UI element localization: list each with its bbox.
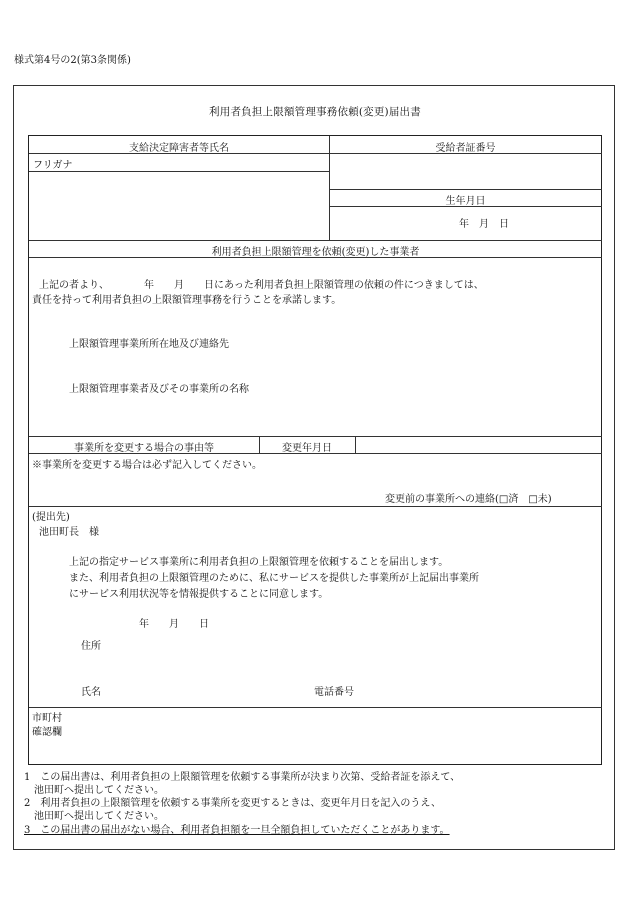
birth-date-label: 生年月日: [445, 196, 486, 207]
phone-label: 電話番号: [314, 687, 354, 698]
recipient-number-field[interactable]: [330, 154, 602, 189]
provider-section-heading: 利用者負担上限額管理を依頼(変更)した事業者: [211, 247, 420, 258]
note-2-cont: 池田町へ提出してください。: [24, 811, 164, 822]
office-address-label: 上限額管理事業所所在地及び連絡先: [69, 339, 229, 350]
form-number-label: 様式第4号の2(第3条関係): [14, 55, 131, 66]
furigana-label: フリガナ: [33, 160, 73, 171]
furigana-field[interactable]: [69, 154, 327, 170]
address-label: 住所: [81, 641, 101, 652]
submit-to-mayor: 池田町長 様: [39, 527, 99, 538]
note-1: 1 この届出書は、利用者負担の上限額管理を依頼する事業所が決まり次第、受給者証を添えて、: [24, 772, 461, 783]
form-grid: [28, 135, 602, 765]
declaration-line2: また、利用者負担の上限額管理のために、私にサービスを提供した事業所が上記届出事業所: [69, 573, 479, 584]
submission-date[interactable]: 年 月 日: [139, 619, 209, 630]
municipality-confirmation-field[interactable]: [79, 709, 599, 763]
consent-text-line2: 責任を持って利用者負担の上限額管理事務を行うことを承諾します。: [32, 295, 342, 306]
form-title: 利用者負担上限額管理事務依頼(変更)届出書: [209, 106, 421, 118]
submit-to-label: (提出先): [32, 512, 70, 523]
note-2: 2 利用者負担の上限額管理を依頼する事業所を変更するときは、変更年月日を記入のうえ、: [24, 798, 441, 809]
declaration-line3: にサービス利用状況等を情報提供することに同意します。: [69, 589, 329, 600]
change-date-label: 変更年月日: [282, 443, 332, 454]
birth-date-value[interactable]: 年 月 日: [459, 219, 509, 230]
declaration-line1: 上記の指定サービス事業所に利用者負担の上限額管理を依頼することを届出します。: [69, 557, 449, 568]
recipient-number-header: 受給者証番号: [435, 143, 496, 154]
change-date-field[interactable]: [356, 437, 602, 452]
previous-office-contact-checkbox[interactable]: 変更前の事業所への連絡(□済 □未): [385, 494, 552, 505]
change-note: ※事業所を変更する場合は必ず記入してください。: [32, 460, 262, 471]
municipality-label: 市町村: [32, 713, 62, 724]
name-label: 氏名: [81, 687, 101, 698]
applicant-name-header: 支給決定障害者等氏名: [129, 143, 229, 154]
office-name-label: 上限額管理事業者及びその事業所の名称: [69, 384, 249, 395]
note-1-cont: 池田町へ提出してください。: [24, 785, 164, 796]
applicant-name-field[interactable]: [29, 172, 329, 240]
note-3: 3 この届出書の届出がない場合、利用者負担額を一旦全額負担していただくことがあります。: [24, 825, 450, 836]
consent-text-line1: 上記の者より、 年 月 日にあった利用者負担上限額管理の依頼の件につきましては、: [39, 280, 484, 291]
change-reason-label: 事業所を変更する場合の事由等: [74, 443, 214, 454]
confirmation-label: 確認欄: [32, 727, 62, 738]
